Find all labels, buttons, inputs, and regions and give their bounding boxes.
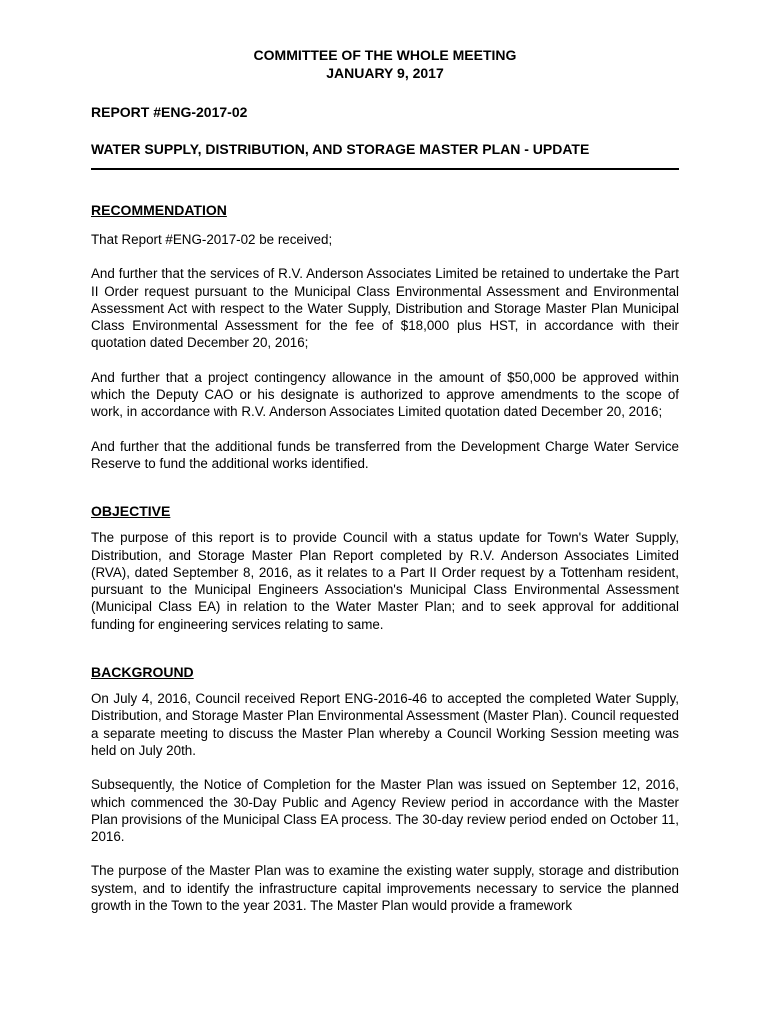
background-paragraph: On July 4, 2016, Council received Report ENG-2016-46 to accepted the completed Water Supply, Distribution, and Storage Master Plan Environmental Assessment (Master Plan). Council requested a separate meeting to discuss the Master Plan whereby a Council Working Session meeting was held on July 20th.: [91, 691, 679, 758]
meeting-name: COMMITTEE OF THE WHOLE MEETING: [253, 47, 517, 63]
background-heading: BACKGROUND: [91, 664, 194, 681]
background-paragraph: Subsequently, the Notice of Completion for the Master Plan was issued on September 12, 2016, which commenced the 30-Day Public and Agency Review period in accordance with the Master Plan provisions of the Municipal Class EA process. The 30-day review period ended on October 11, 2016.: [91, 777, 679, 845]
objective-paragraph: The purpose of this report is to provide Council with a status update for Town's Water Supply, Distribution, and Storage Master Plan Report completed by R.V. Anderson Associates Limited (RVA), dated September 8, 2016, as it relates to a Part II Order request by a Tottenham resident, pursuant to the Municipal Engineers Association's Municipal Class Environmental Assessment (Municipal Class EA) in relation to the Water Master Plan; and to seek approval for additional funding for engineering services relating to same.: [91, 530, 679, 632]
recommendation-paragraph: And further that a project contingency allowance in the amount of $50,000 be approved within which the Deputy CAO or his designate is authorized to approve amendments to the scope of work, in accordance with R.V. Anderson Associates Limited quotation dated December 20, 2016;: [91, 369, 679, 420]
meeting-date: JANUARY 9, 2017: [326, 65, 444, 81]
recommendation-paragraph: And further that the services of R.V. Anderson Associates Limited be retained to undertake the Part II Order request pursuant to the Municipal Class Environmental Assessment and Environmental Assessment Act with respect to the Water Supply, Distribution and Storage Master Plan Municipal Class Environmental Assessment for the fee of $18,000 plus HST, in accordance with their quotation dated December 20, 2016;: [91, 266, 679, 351]
recommendation-paragraph: And further that the additional funds be transferred from the Development Charge Water Service Reserve to fund the additional works identified.: [91, 438, 679, 471]
title-divider: [91, 168, 679, 170]
report-title: WATER SUPPLY, DISTRIBUTION, AND STORAGE MASTER PLAN - UPDATE: [91, 141, 590, 157]
objective-heading: OBJECTIVE: [91, 503, 171, 520]
background-paragraph: The purpose of the Master Plan was to examine the existing water supply, storage and distribution system, and to identify the infrastructure capital improvements necessary to service the planned growth in the Town to the year 2031. The Master Plan would provide a framework: [91, 863, 679, 914]
recommendation-heading: RECOMMENDATION: [91, 202, 227, 218]
report-number: REPORT #ENG-2017-02: [91, 104, 248, 120]
recommendation-paragraph: That Report #ENG-2017-02 be received;: [91, 232, 333, 247]
document-page: [91, 46, 679, 914]
